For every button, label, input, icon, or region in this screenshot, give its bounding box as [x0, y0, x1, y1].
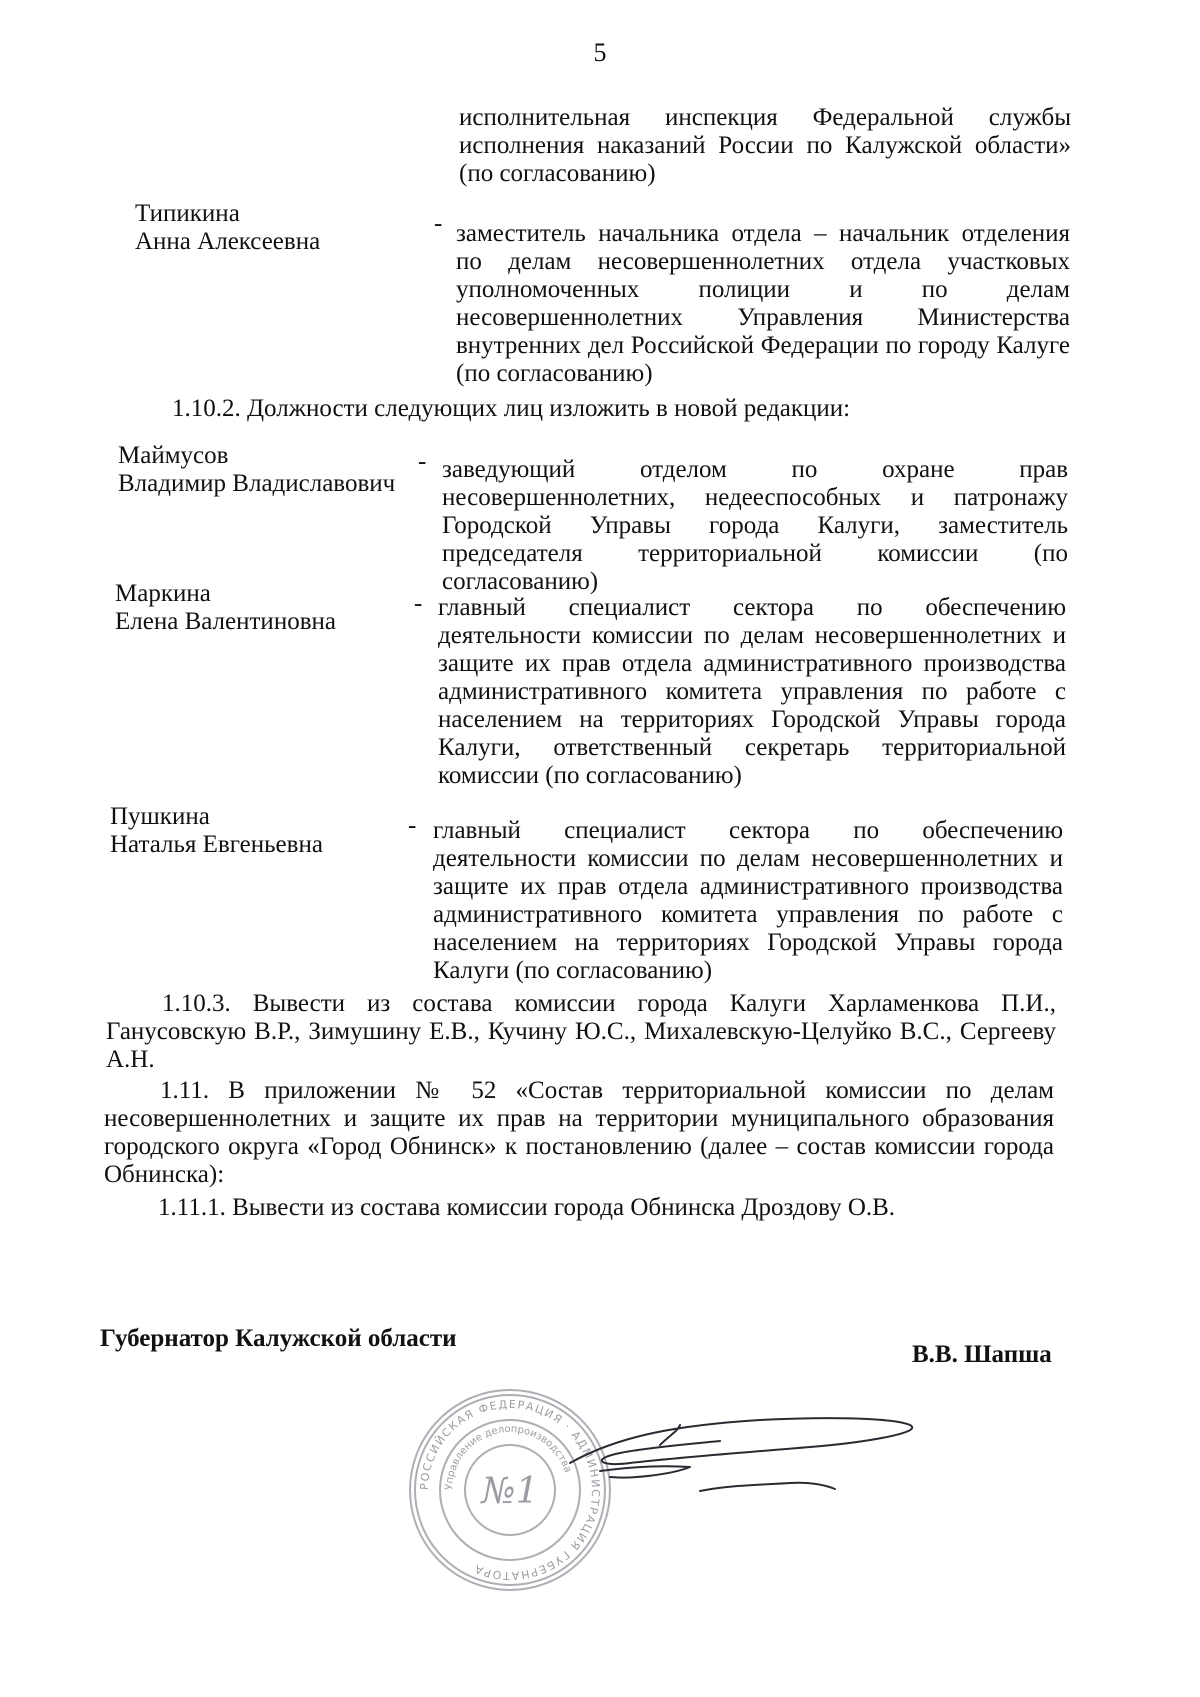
dash-separator: -: [418, 448, 427, 475]
continuation-text: исполнительная инспекция Федеральной службы исполнения наказаний России по Калужской области» (по согласованию): [459, 104, 1071, 187]
handwritten-signature: [560, 1395, 960, 1515]
person-given-names: Наталья Евгеньевна: [110, 831, 323, 858]
person-surname: Маймусов: [118, 442, 229, 469]
person-surname: Маркина: [115, 580, 211, 607]
dash-separator: -: [414, 590, 423, 617]
dash-separator: -: [434, 210, 443, 237]
person-position: главный специалист сектора по обеспечению деятельности комиссии по делам несовершеннолетних и защите их прав отдела административного производства административного комитета управления по работе с населением на территориях Городской Управы города Калуги, ответственный секретарь территориальной комиссии (по согласованию): [438, 594, 1066, 789]
person-given-names: Владимир Владиславович: [118, 470, 396, 497]
dash-separator: -: [408, 812, 417, 839]
person-name-block: [115, 580, 415, 636]
person-given-names: Елена Валентиновна: [115, 608, 336, 635]
person-name-block: [118, 442, 418, 498]
person-surname: Пушкина: [110, 803, 210, 830]
clause-1-11-1: 1.11.1. Вывести из состава комиссии города Обнинска Дроздову О.В.: [158, 1194, 896, 1221]
page-number: 5: [593, 38, 607, 67]
signatory-title: Губернатор Калужской области: [100, 1325, 457, 1352]
person-given-names: Анна Алексеевна: [135, 228, 321, 255]
clause-1-10-2: 1.10.2. Должности следующих лиц изложить в новой редакции:: [172, 395, 851, 422]
clause-1-11: 1.11. В приложении № 52 «Состав территориальной комиссии по делам несовершеннолетних и защите их прав на территории муниципального образования городского округа «Город Обнинск» к постановлению (далее – состав комиссии города Обнинска):: [104, 1077, 1054, 1188]
person-name-block: [110, 803, 410, 859]
signatory-name: В.В. Шапша: [912, 1341, 1052, 1368]
person-position: заместитель начальника отдела – начальник отделения по делам несовершеннолетних отдела участковых уполномоченных полиции и по делам несовершеннолетних Управления Министерства внутренних дел Российской Федерации по городу Калуге (по согласованию): [456, 220, 1070, 387]
person-surname: Типикина: [135, 200, 240, 227]
seal-outer-path: РОССИЙСКАЯ ФЕДЕРАЦИЯ · АДМИНИСТРАЦИЯ ГУБЕРНАТОРА: [417, 1397, 603, 1583]
clause-1-10-3: 1.10.3. Вывести из состава комиссии города Калуги Харламенкова П.И., Ганусовскую В.Р., Зимушину Е.В., Кучину Ю.С., Михалевскую-Целуйко В.С., Сергееву А.Н.: [106, 990, 1056, 1073]
seal-inner-path: Управление делопроизводства: [443, 1423, 574, 1491]
person-name-block: [135, 200, 415, 256]
person-position: заведующий отделом по охране прав несовершеннолетних, недееспособных и патронажу Городской Управы города Калуги, заместитель председателя территориальной комиссии (по согласованию): [442, 456, 1068, 595]
seal-number: №1: [481, 1471, 539, 1512]
person-position: главный специалист сектора по обеспечению деятельности комиссии по делам несовершеннолетних и защите их прав отдела административного производства административного комитета управления по работе с населением на территориях Городской Управы города Калуги (по согласованию): [433, 817, 1063, 984]
